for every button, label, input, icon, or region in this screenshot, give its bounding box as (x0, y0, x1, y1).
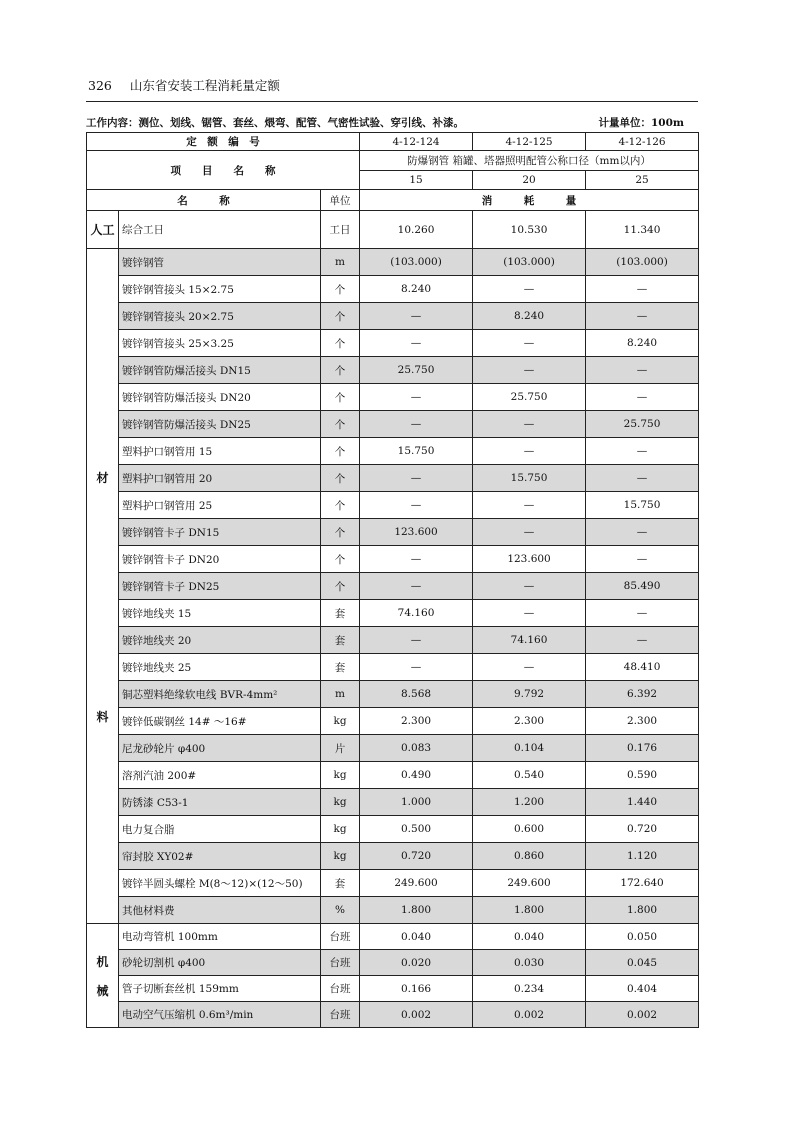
value-cell: 15.750 (360, 438, 473, 465)
material-row (87, 573, 699, 600)
item-unit: 个 (321, 330, 360, 357)
item-label: 项 目 名 称 (87, 151, 360, 190)
value-cell: 0.030 (473, 950, 586, 976)
work-content-line (86, 115, 698, 130)
value-cell: 8.240 (360, 276, 473, 303)
value-cell: 1.800 (360, 897, 473, 924)
page-header (88, 76, 698, 94)
item-unit: 工日 (321, 211, 360, 249)
value-cell: 0.020 (360, 950, 473, 976)
item-unit: 个 (321, 546, 360, 573)
item-name: 镀锌钢管卡子 DN20 (119, 546, 321, 573)
machine-row (87, 924, 699, 950)
item-name: 尼龙砂轮片 φ400 (119, 735, 321, 762)
item-unit: 个 (321, 357, 360, 384)
value-cell: 0.720 (586, 816, 699, 843)
value-cell: 0.104 (473, 735, 586, 762)
value-cell: 0.500 (360, 816, 473, 843)
size-cell: 20 (473, 171, 586, 190)
value-cell: — (360, 654, 473, 681)
consumption-column-header: 消 耗 量 (360, 190, 699, 211)
value-cell: 172.640 (586, 870, 699, 897)
value-cell: 8.240 (586, 330, 699, 357)
material-row (87, 519, 699, 546)
work-content: 工作内容：测位、划线、锯管、套丝、煨弯、配管、气密性试验、穿引线、补漆。 (86, 117, 464, 129)
value-cell: 1.440 (586, 789, 699, 816)
item-description: 防爆钢管 箱罐、塔器照明配管公称口径（mm以内） (360, 151, 699, 171)
item-unit: m (321, 681, 360, 708)
category-label: 材 (96, 471, 109, 485)
value-cell: — (473, 654, 586, 681)
item-unit: 台班 (321, 976, 360, 1002)
item-name: 镀锌地线夹 25 (119, 654, 321, 681)
item-unit: kg (321, 816, 360, 843)
value-cell: 1.800 (473, 897, 586, 924)
item-name: 镀锌低碳钢丝 14# ～16# (119, 708, 321, 735)
item-name: 镀锌半圆头螺栓 M(8～12)×(12～50) (119, 870, 321, 897)
material-row (87, 681, 699, 708)
item-name: 综合工日 (119, 211, 321, 249)
value-cell: 6.392 (586, 681, 699, 708)
value-cell: — (586, 438, 699, 465)
item-name: 镀锌地线夹 20 (119, 627, 321, 654)
value-cell: — (360, 573, 473, 600)
size-cell: 15 (360, 171, 473, 190)
material-row (87, 276, 699, 303)
value-cell: 0.590 (586, 762, 699, 789)
item-unit: 个 (321, 492, 360, 519)
item-name: 塑料护口钢管用 15 (119, 438, 321, 465)
item-name: 塑料护口钢管用 25 (119, 492, 321, 519)
item-unit: 个 (321, 303, 360, 330)
item-name: 帘封胶 XY02# (119, 843, 321, 870)
size-cell: 25 (586, 171, 699, 190)
item-unit: 台班 (321, 950, 360, 976)
value-cell: 11.340 (586, 211, 699, 249)
category-material (87, 249, 119, 924)
item-name: 防锈漆 C53-1 (119, 789, 321, 816)
item-name: 砂轮切割机 φ400 (119, 950, 321, 976)
value-cell: — (473, 330, 586, 357)
value-cell: — (586, 276, 699, 303)
item-unit: 个 (321, 519, 360, 546)
value-cell: (103.000) (473, 249, 586, 276)
item-unit: 套 (321, 654, 360, 681)
item-unit: 个 (321, 276, 360, 303)
value-cell: 25.750 (473, 384, 586, 411)
value-cell: — (586, 627, 699, 654)
value-cell: — (473, 411, 586, 438)
material-row (87, 627, 699, 654)
item-unit: 个 (321, 384, 360, 411)
item-desc-row (87, 151, 699, 171)
value-cell: 0.083 (360, 735, 473, 762)
item-unit: 套 (321, 870, 360, 897)
item-unit: 个 (321, 573, 360, 600)
value-cell: (103.000) (586, 249, 699, 276)
value-cell: 1.200 (473, 789, 586, 816)
value-cell: 15.750 (586, 492, 699, 519)
material-row (87, 546, 699, 573)
name-column-header: 名 称 (87, 190, 321, 211)
value-cell: 0.166 (360, 976, 473, 1002)
item-unit: 个 (321, 465, 360, 492)
item-name: 铜芯塑料绝缘软电线 BVR-4mm² (119, 681, 321, 708)
value-cell: 0.050 (586, 924, 699, 950)
item-name: 镀锌钢管卡子 DN15 (119, 519, 321, 546)
category-machine (87, 924, 119, 1028)
value-cell: 0.002 (473, 1002, 586, 1028)
value-cell: 8.240 (473, 303, 586, 330)
value-cell: 48.410 (586, 654, 699, 681)
value-cell: — (473, 492, 586, 519)
value-cell: 0.490 (360, 762, 473, 789)
category-label: 人工 (90, 222, 115, 237)
value-cell: — (360, 546, 473, 573)
value-cell: — (360, 411, 473, 438)
material-row (87, 330, 699, 357)
item-unit: 套 (321, 627, 360, 654)
material-row (87, 789, 699, 816)
value-cell: (103.000) (360, 249, 473, 276)
item-name: 镀锌钢管接头 15×2.75 (119, 276, 321, 303)
value-cell: 85.490 (586, 573, 699, 600)
code-cell: 4-12-125 (473, 133, 586, 151)
item-unit: m (321, 249, 360, 276)
material-row (87, 897, 699, 924)
material-row (87, 249, 699, 276)
material-row (87, 384, 699, 411)
value-cell: 0.234 (473, 976, 586, 1002)
value-cell: — (360, 330, 473, 357)
value-cell: 1.000 (360, 789, 473, 816)
value-cell: 9.792 (473, 681, 586, 708)
value-cell: 0.404 (586, 976, 699, 1002)
item-name: 镀锌钢管 (119, 249, 321, 276)
item-name: 镀锌钢管防爆活接头 DN20 (119, 384, 321, 411)
value-cell: 0.176 (586, 735, 699, 762)
unit-column-header: 单位 (321, 190, 360, 211)
value-cell: 25.750 (360, 357, 473, 384)
value-cell: 0.720 (360, 843, 473, 870)
value-cell: 249.600 (360, 870, 473, 897)
item-name: 塑料护口钢管用 20 (119, 465, 321, 492)
value-cell: 15.750 (473, 465, 586, 492)
machine-row (87, 950, 699, 976)
item-name: 镀锌钢管接头 20×2.75 (119, 303, 321, 330)
item-unit: kg (321, 789, 360, 816)
value-cell: 0.045 (586, 950, 699, 976)
value-cell: — (586, 303, 699, 330)
item-name: 镀锌地线夹 15 (119, 600, 321, 627)
value-cell: 123.600 (473, 546, 586, 573)
value-cell: 10.530 (473, 211, 586, 249)
machine-row (87, 976, 699, 1002)
material-row (87, 438, 699, 465)
category-labor (87, 211, 119, 249)
item-unit: 个 (321, 411, 360, 438)
item-unit: kg (321, 762, 360, 789)
value-cell: 0.040 (473, 924, 586, 950)
code-label: 定 额 编 号 (87, 133, 360, 151)
material-row (87, 357, 699, 384)
value-cell: 25.750 (586, 411, 699, 438)
item-unit: % (321, 897, 360, 924)
item-name: 镀锌钢管接头 25×3.25 (119, 330, 321, 357)
item-name: 管子切断套丝机 159mm (119, 976, 321, 1002)
value-cell: 0.002 (360, 1002, 473, 1028)
value-cell: 1.120 (586, 843, 699, 870)
material-row (87, 708, 699, 735)
book-title: 山东省安装工程消耗量定额 (129, 78, 280, 93)
category-label: 料 (96, 710, 109, 724)
material-row (87, 303, 699, 330)
value-cell: — (586, 519, 699, 546)
value-cell: — (586, 357, 699, 384)
value-cell: — (360, 303, 473, 330)
value-cell: — (360, 465, 473, 492)
value-cell: 74.160 (473, 627, 586, 654)
value-cell: 0.540 (473, 762, 586, 789)
item-name: 其他材料费 (119, 897, 321, 924)
labor-row (87, 211, 699, 249)
material-row (87, 816, 699, 843)
material-row (87, 870, 699, 897)
value-cell: 0.002 (586, 1002, 699, 1028)
category-label: 械 (96, 983, 109, 998)
item-unit: 个 (321, 438, 360, 465)
value-cell: — (586, 384, 699, 411)
value-cell: — (473, 573, 586, 600)
item-unit: kg (321, 843, 360, 870)
material-row (87, 735, 699, 762)
item-unit: kg (321, 708, 360, 735)
item-unit: 套 (321, 600, 360, 627)
value-cell: — (586, 546, 699, 573)
value-cell: — (586, 465, 699, 492)
item-name: 电动空气压缩机 0.6m³/min (119, 1002, 321, 1028)
measure-unit: 计量单位：100m (598, 117, 684, 129)
material-row (87, 411, 699, 438)
item-name: 溶剂汽油 200# (119, 762, 321, 789)
value-cell: 0.040 (360, 924, 473, 950)
value-cell: 10.260 (360, 211, 473, 249)
material-row (87, 654, 699, 681)
value-cell: — (473, 357, 586, 384)
value-cell: 8.568 (360, 681, 473, 708)
quota-table (86, 132, 699, 1028)
material-row (87, 465, 699, 492)
item-name: 电力复合脂 (119, 816, 321, 843)
machine-row (87, 1002, 699, 1028)
item-name: 电动弯管机 100mm (119, 924, 321, 950)
column-header-row (87, 190, 699, 211)
value-cell: — (473, 600, 586, 627)
header-rule (86, 101, 698, 102)
value-cell: — (586, 600, 699, 627)
value-cell: — (473, 519, 586, 546)
value-cell: — (360, 627, 473, 654)
value-cell: — (473, 276, 586, 303)
value-cell: 2.300 (360, 708, 473, 735)
page-number: 326 (88, 78, 112, 93)
value-cell: 0.860 (473, 843, 586, 870)
value-cell: 2.300 (473, 708, 586, 735)
value-cell: 249.600 (473, 870, 586, 897)
value-cell: 1.800 (586, 897, 699, 924)
value-cell: — (473, 438, 586, 465)
category-label: 机 (96, 954, 109, 969)
value-cell: 74.160 (360, 600, 473, 627)
item-unit: 片 (321, 735, 360, 762)
material-row (87, 492, 699, 519)
material-row (87, 600, 699, 627)
value-cell: — (360, 384, 473, 411)
value-cell: 0.600 (473, 816, 586, 843)
value-cell: — (360, 492, 473, 519)
material-row (87, 762, 699, 789)
code-cell: 4-12-124 (360, 133, 473, 151)
value-cell: 2.300 (586, 708, 699, 735)
value-cell: 123.600 (360, 519, 473, 546)
material-row (87, 843, 699, 870)
item-unit: 台班 (321, 924, 360, 950)
code-row (87, 133, 699, 151)
code-cell: 4-12-126 (586, 133, 699, 151)
item-name: 镀锌钢管防爆活接头 DN25 (119, 411, 321, 438)
item-name: 镀锌钢管卡子 DN25 (119, 573, 321, 600)
item-name: 镀锌钢管防爆活接头 DN15 (119, 357, 321, 384)
item-unit: 台班 (321, 1002, 360, 1028)
